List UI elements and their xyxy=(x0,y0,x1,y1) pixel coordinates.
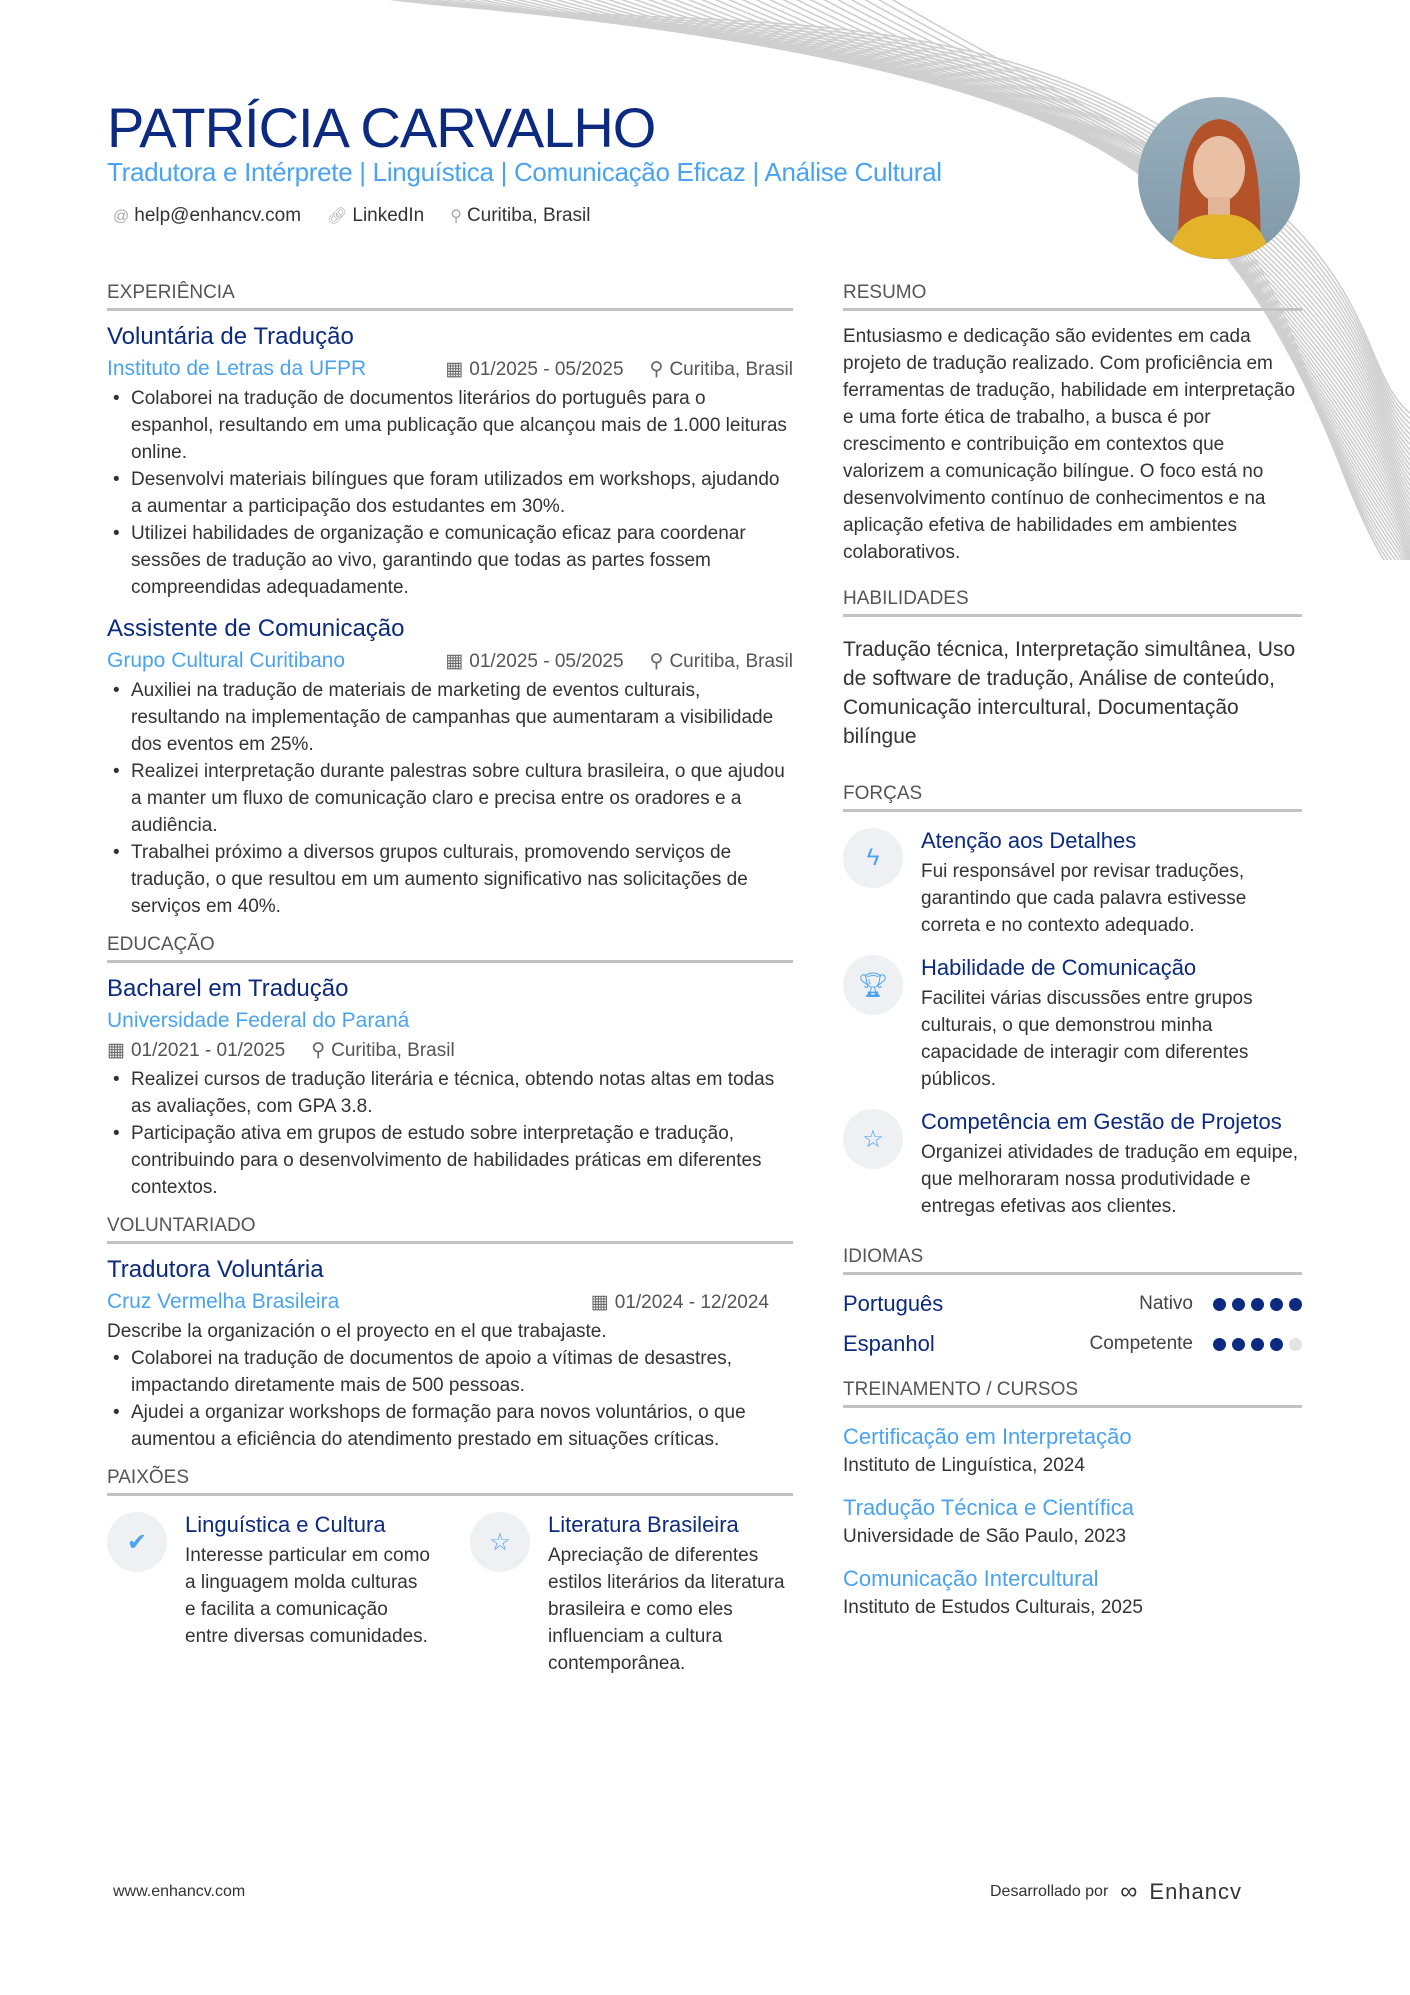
section-title-experience: EXPERIÊNCIA xyxy=(107,282,793,311)
volunteer-bullets xyxy=(107,1345,793,1453)
experience-org: Instituto de Letras da UFPR xyxy=(107,357,367,380)
right-column xyxy=(843,282,1302,1637)
skills-text: Tradução técnica, Interpretação simultânea, Uso de software de tradução, Análise de conteúdo, Comunicação intercultural, Documentação bilíngue xyxy=(843,638,1296,748)
course-title: Comunicação Intercultural xyxy=(843,1566,1099,1591)
contact-info xyxy=(113,205,590,227)
linkedin-contact[interactable]: 🔗︎ LinkedIn xyxy=(327,205,425,226)
brand-name: Enhancv xyxy=(1149,1879,1243,1904)
calendar-icon: ▦ xyxy=(107,1040,125,1061)
passions-list xyxy=(107,1512,793,1693)
summary-text: Entusiasmo e dedicação são evidentes em cada projeto de tradução realizado. Com proficiência em ferramentas de tradução, habilidade em interpretação e uma forte ética de trabalho, a busca é por crescimento e contribuição em contextos que valorizem a comunicação bilíngue. O foco está no desenvolvimento contínuo de conhecimentos e na aplicação efetiva de habilidades em ambientes colaborativos. xyxy=(843,326,1296,563)
candidate-name: PATRÍCIA CARVALHO xyxy=(107,96,656,159)
rating-dot xyxy=(1289,1298,1302,1311)
section-title-summary: RESUMO xyxy=(843,282,1302,311)
bullet: • Trabalhei próximo a diversos grupos culturais, promovendo serviços de tradução, o que resultou em um aumento significativo nas solicitações de serviços em 40%. xyxy=(107,839,793,920)
volunteer-org: Cruz Vermelha Brasileira xyxy=(107,1290,340,1313)
language-rating xyxy=(1213,1298,1302,1311)
left-column xyxy=(107,282,793,1693)
passion-title: Linguística e Cultura xyxy=(185,1512,386,1537)
calendar-icon: ▦ xyxy=(445,651,464,672)
bullet: • Realizei interpretação durante palestras sobre cultura brasileira, o que ajudou a manter um fluxo de comunicação claro e precisa entre os oradores e a audiência. xyxy=(107,758,793,839)
bullet: • Desenvolvi materiais bilíngues que foram utilizados em workshops, ajudando a aumentar a participação dos estudantes em 30%. xyxy=(107,466,793,520)
link-icon: 🔗︎ xyxy=(327,208,348,225)
star-icon: ☆ xyxy=(843,1109,903,1169)
footer-branding xyxy=(990,1878,1242,1906)
bolt-icon: ϟ xyxy=(843,828,903,888)
strength-item xyxy=(843,955,1302,1093)
strength-item xyxy=(843,1109,1302,1220)
experience-bullets xyxy=(107,677,793,920)
bullet: • Ajudei a organizar workshops de formação para novos voluntários, o que aumentou a eficiência do atendimento prestado em situações críticas. xyxy=(107,1399,793,1453)
strength-text: Fui responsável por revisar traduções, garantindo que cada palavra estivesse correta e no contexto adequado. xyxy=(921,861,1247,936)
course-item xyxy=(843,1424,1302,1477)
language-rating xyxy=(1213,1338,1302,1351)
course-source: Instituto de Estudos Culturais, 2025 xyxy=(843,1597,1143,1618)
section-title-languages: IDIOMAS xyxy=(843,1246,1302,1275)
experience-dates: ▦ 01/2025 - 05/2025 xyxy=(445,359,624,380)
passion-title: Literatura Brasileira xyxy=(548,1512,739,1537)
section-title-passions: PAIXÕES xyxy=(107,1467,793,1496)
education-location: ⚲ Curitiba, Brasil xyxy=(311,1040,455,1061)
strength-title: Competência em Gestão de Projetos xyxy=(921,1109,1282,1134)
rating-dot xyxy=(1213,1338,1226,1351)
bullet: • Colaborei na tradução de documentos de apoio a vítimas de desastres, impactando diretamente mais de 500 pessoas. xyxy=(107,1345,793,1399)
experience-dates: ▦ 01/2025 - 05/2025 xyxy=(445,651,624,672)
section-title-courses: TREINAMENTO / CURSOS xyxy=(843,1379,1302,1408)
star-icon: ☆ xyxy=(470,1512,530,1572)
powered-by-label: Desarrollado por xyxy=(990,1883,1109,1900)
calendar-icon: ▦ xyxy=(445,359,464,380)
calendar-icon: ▦ xyxy=(590,1292,609,1313)
location-contact: ⚲ Curitiba, Brasil xyxy=(450,205,591,226)
strength-text: Organizei atividades de tradução em equipe, que melhoraram nossa produtividade e entregas efetivas aos clientes. xyxy=(921,1142,1299,1217)
experience-role: Assistente de Comunicação xyxy=(107,615,405,642)
course-title: Tradução Técnica e Científica xyxy=(843,1495,1135,1520)
passion-item xyxy=(107,1512,430,1677)
footer-website[interactable]: www.enhancv.com xyxy=(113,1883,246,1900)
language-item xyxy=(843,1291,1302,1317)
volunteer-description: Describe la organización o el proyecto en el que trabajaste. xyxy=(107,1321,607,1342)
volunteer-dates: ▦ 01/2024 - 12/2024 xyxy=(590,1292,769,1313)
section-title-strengths: FORÇAS xyxy=(843,783,1302,812)
education-bullets xyxy=(107,1066,793,1201)
location-pin-icon: ⚲ xyxy=(649,359,664,380)
education-dates: ▦ 01/2021 - 01/2025 xyxy=(107,1040,286,1061)
experience-bullets xyxy=(107,385,793,601)
rating-dot xyxy=(1232,1298,1245,1311)
section-title-skills: HABILIDADES xyxy=(843,588,1302,617)
rating-dot xyxy=(1270,1338,1283,1351)
strength-title: Habilidade de Comunicação xyxy=(921,955,1197,980)
course-source: Universidade de São Paulo, 2023 xyxy=(843,1526,1127,1547)
passion-item xyxy=(470,1512,793,1677)
passion-text: Interesse particular em como a linguagem molda culturas e facilita a comunicação entre diversas comunidades. xyxy=(185,1545,430,1647)
course-title: Certificação em Interpretação xyxy=(843,1424,1132,1449)
experience-location: ⚲ Curitiba, Brasil xyxy=(649,359,793,380)
rating-dot xyxy=(1270,1298,1283,1311)
language-name: Português xyxy=(843,1291,944,1316)
bullet: • Realizei cursos de tradução literária e técnica, obtendo notas altas em todas as avaliações, com GPA 3.8. xyxy=(107,1066,793,1120)
education-degree: Bacharel em Tradução xyxy=(107,975,349,1002)
rating-dot xyxy=(1232,1338,1245,1351)
enhancv-logo-icon: ∞ xyxy=(1120,1878,1138,1905)
strength-item xyxy=(843,828,1302,939)
rating-dot xyxy=(1251,1338,1264,1351)
profile-photo xyxy=(1138,97,1300,259)
passion-text: Apreciação de diferentes estilos literários da literatura brasileira e como eles influenciam a cultura contemporânea. xyxy=(548,1545,785,1674)
section-title-education: EDUCAÇÃO xyxy=(107,934,793,963)
check-icon: ✔ xyxy=(107,1512,167,1572)
volunteer-role: Tradutora Voluntária xyxy=(107,1256,324,1283)
experience-entry xyxy=(107,615,793,920)
bullet: • Auxiliei na tradução de materiais de marketing de eventos culturais, resultando na implementação de campanhas que aumentaram a visibilidade dos eventos em 25%. xyxy=(107,677,793,758)
course-source: Instituto de Linguística, 2024 xyxy=(843,1455,1085,1476)
experience-org: Grupo Cultural Curitibano xyxy=(107,649,346,672)
strength-text: Facilitei várias discussões entre grupos culturais, o que demonstrou minha capacidade de interagir com diferentes públicos. xyxy=(921,988,1253,1090)
email-contact[interactable]: @ help@enhancv.com xyxy=(113,205,302,226)
experience-entry xyxy=(107,323,793,601)
experience-location: ⚲ Curitiba, Brasil xyxy=(649,651,793,672)
trophy-icon: 🏆︎ xyxy=(843,955,903,1015)
language-level: Nativo xyxy=(1139,1293,1193,1314)
candidate-headline: Tradutora e Intérprete | Linguística | Comunicação Eficaz | Análise Cultural xyxy=(107,157,942,187)
rating-dot xyxy=(1213,1298,1226,1311)
rating-dot xyxy=(1251,1298,1264,1311)
course-item xyxy=(843,1495,1302,1548)
course-item xyxy=(843,1566,1302,1619)
location-pin-icon: ⚲ xyxy=(311,1040,326,1061)
rating-dot xyxy=(1289,1338,1302,1351)
language-name: Espanhol xyxy=(843,1331,935,1356)
language-level: Competente xyxy=(1089,1333,1193,1354)
bullet: • Utilizei habilidades de organização e comunicação eficaz para coordenar sessões de tradução ao vivo, garantindo que todas as partes fossem compreendidas adequadamente. xyxy=(107,520,793,601)
at-icon: @ xyxy=(113,208,130,225)
bullet: • Colaborei na tradução de documentos literários do português para o espanhol, resultando em uma publicação que alcançou mais de 1.000 leituras online. xyxy=(107,385,793,466)
location-pin-icon: ⚲ xyxy=(649,651,664,672)
bullet: • Participação ativa em grupos de estudo sobre interpretação e tradução, contribuindo para o desenvolvimento de habilidades práticas em diferentes contextos. xyxy=(107,1120,793,1201)
strength-title: Atenção aos Detalhes xyxy=(921,828,1137,853)
location-pin-icon: ⚲ xyxy=(450,208,462,225)
experience-role: Voluntária de Tradução xyxy=(107,323,354,350)
education-school: Universidade Federal do Paraná xyxy=(107,1009,410,1032)
section-title-volunteer: VOLUNTARIADO xyxy=(107,1215,793,1244)
language-item xyxy=(843,1331,1302,1357)
